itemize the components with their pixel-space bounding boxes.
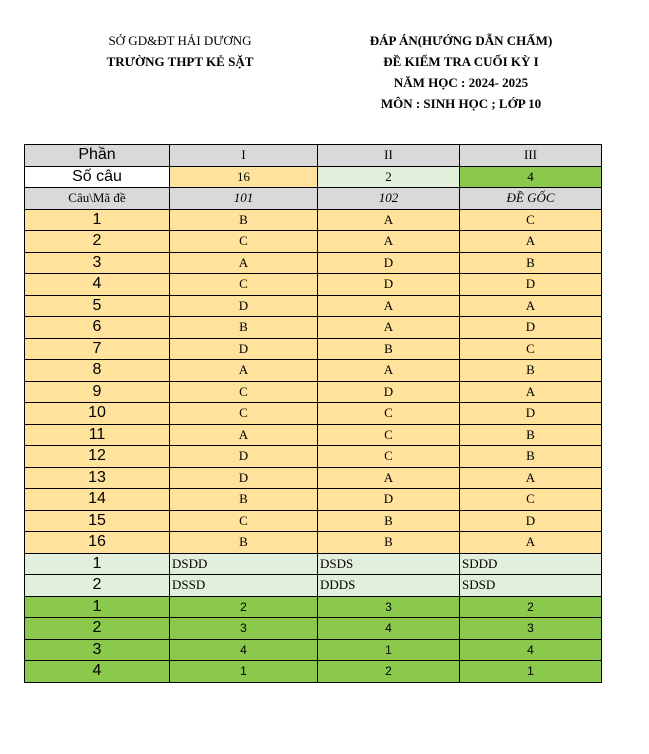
school-header bbox=[60, 30, 300, 72]
answer-cell: A bbox=[460, 467, 602, 489]
answer-cell: C bbox=[318, 446, 460, 468]
answer-cell: B bbox=[460, 252, 602, 274]
question-number-cell: 3 bbox=[25, 639, 170, 661]
answer-cell: 3 bbox=[318, 596, 460, 618]
answer-cell: B bbox=[170, 489, 318, 511]
answer-cell: DSDS bbox=[318, 553, 460, 575]
question-number-cell: 4 bbox=[25, 274, 170, 296]
part1-answer-row bbox=[25, 532, 602, 554]
answer-cell: B bbox=[460, 360, 602, 382]
answer-cell: DDDS bbox=[318, 575, 460, 597]
answer-cell: A bbox=[318, 295, 460, 317]
part1-answer-row bbox=[25, 510, 602, 532]
count-cell: 4 bbox=[460, 166, 602, 188]
part3-answer-row bbox=[25, 596, 602, 618]
part1-answer-row bbox=[25, 317, 602, 339]
question-number-cell: 13 bbox=[25, 467, 170, 489]
answer-cell: D bbox=[318, 252, 460, 274]
document-title-block bbox=[322, 30, 600, 114]
question-number-cell: 11 bbox=[25, 424, 170, 446]
part1-answer-row bbox=[25, 489, 602, 511]
question-number-cell: 9 bbox=[25, 381, 170, 403]
answer-cell: 4 bbox=[460, 639, 602, 661]
question-number-cell: 15 bbox=[25, 510, 170, 532]
part-header-row bbox=[25, 145, 602, 167]
question-number-cell: 4 bbox=[25, 661, 170, 683]
part-label-cell: Phần bbox=[25, 145, 170, 167]
part-name-cell: III bbox=[460, 145, 602, 167]
answer-cell: D bbox=[318, 274, 460, 296]
question-number-cell: 5 bbox=[25, 295, 170, 317]
answer-cell: 2 bbox=[318, 661, 460, 683]
answer-cell: A bbox=[170, 252, 318, 274]
question-number-cell: 2 bbox=[25, 231, 170, 253]
answer-cell: B bbox=[170, 317, 318, 339]
question-number-cell: 2 bbox=[25, 575, 170, 597]
part1-answer-row bbox=[25, 209, 602, 231]
part1-answer-row bbox=[25, 360, 602, 382]
answer-cell: C bbox=[170, 381, 318, 403]
answer-cell: C bbox=[170, 274, 318, 296]
part3-answer-row bbox=[25, 661, 602, 683]
answer-cell: A bbox=[170, 360, 318, 382]
question-number-cell: 6 bbox=[25, 317, 170, 339]
part1-answer-row bbox=[25, 295, 602, 317]
answer-cell: C bbox=[460, 209, 602, 231]
answer-key-table bbox=[24, 144, 602, 683]
answer-cell: D bbox=[460, 317, 602, 339]
answer-cell: A bbox=[318, 231, 460, 253]
part1-answer-row bbox=[25, 446, 602, 468]
part1-answer-row bbox=[25, 424, 602, 446]
subject-grade: MÔN : SINH HỌC ; LỚP 10 bbox=[380, 96, 542, 111]
part-name-cell: I bbox=[170, 145, 318, 167]
exam-code-row bbox=[25, 188, 602, 210]
exam-code-cell: ĐỀ GỐC bbox=[460, 188, 602, 210]
school-name: TRƯỜNG THPT KẺ SẶT bbox=[106, 54, 254, 69]
answer-cell: D bbox=[460, 510, 602, 532]
answer-cell: A bbox=[318, 317, 460, 339]
part1-answer-row bbox=[25, 252, 602, 274]
question-number-cell: 2 bbox=[25, 618, 170, 640]
part1-answer-row bbox=[25, 381, 602, 403]
question-number-cell: 1 bbox=[25, 553, 170, 575]
question-number-cell: 12 bbox=[25, 446, 170, 468]
question-number-cell: 16 bbox=[25, 532, 170, 554]
department-name: SỞ GD&ĐT HẢI DƯƠNG bbox=[108, 33, 252, 48]
answer-cell: D bbox=[460, 274, 602, 296]
exam-code-cell: 101 bbox=[170, 188, 318, 210]
answer-cell: SDSD bbox=[460, 575, 602, 597]
answer-cell: 2 bbox=[460, 596, 602, 618]
answer-cell: B bbox=[170, 532, 318, 554]
answer-cell: DSSD bbox=[170, 575, 318, 597]
question-number-cell: 1 bbox=[25, 596, 170, 618]
answer-cell: D bbox=[318, 489, 460, 511]
answer-cell: A bbox=[460, 295, 602, 317]
answer-cell: 4 bbox=[318, 618, 460, 640]
answer-cell: D bbox=[170, 295, 318, 317]
answer-cell: C bbox=[170, 403, 318, 425]
question-number-cell: 10 bbox=[25, 403, 170, 425]
question-number-cell: 1 bbox=[25, 209, 170, 231]
code-label-cell: Câu\Mã đề bbox=[25, 188, 170, 210]
answer-cell: D bbox=[170, 338, 318, 360]
answer-cell: 1 bbox=[460, 661, 602, 683]
answer-cell: C bbox=[460, 489, 602, 511]
answer-cell: A bbox=[318, 467, 460, 489]
question-number-cell: 3 bbox=[25, 252, 170, 274]
count-cell: 16 bbox=[170, 166, 318, 188]
part1-answer-row bbox=[25, 403, 602, 425]
answer-cell: 3 bbox=[170, 618, 318, 640]
answer-cell: D bbox=[170, 446, 318, 468]
answer-cell: 1 bbox=[318, 639, 460, 661]
count-cell: 2 bbox=[318, 166, 460, 188]
part1-answer-row bbox=[25, 338, 602, 360]
answer-cell: A bbox=[170, 424, 318, 446]
part-name-cell: II bbox=[318, 145, 460, 167]
answer-cell: D bbox=[170, 467, 318, 489]
count-label-cell: Số câu bbox=[25, 166, 170, 188]
exam-code-cell: 102 bbox=[318, 188, 460, 210]
answer-cell: C bbox=[170, 510, 318, 532]
answer-cell: A bbox=[318, 209, 460, 231]
question-count-row bbox=[25, 166, 602, 188]
part3-answer-row bbox=[25, 618, 602, 640]
school-year: NĂM HỌC : 2024- 2025 bbox=[393, 75, 529, 90]
answer-cell: C bbox=[460, 338, 602, 360]
answer-cell: B bbox=[318, 338, 460, 360]
part1-answer-row bbox=[25, 231, 602, 253]
part2-answer-row bbox=[25, 553, 602, 575]
answer-cell: B bbox=[460, 446, 602, 468]
answer-cell: B bbox=[318, 510, 460, 532]
answer-cell: 2 bbox=[170, 596, 318, 618]
answer-cell: A bbox=[460, 231, 602, 253]
answer-cell: C bbox=[170, 231, 318, 253]
answer-cell: A bbox=[318, 360, 460, 382]
answer-cell: A bbox=[460, 381, 602, 403]
part3-answer-row bbox=[25, 639, 602, 661]
answer-cell: D bbox=[460, 403, 602, 425]
answer-cell: B bbox=[460, 424, 602, 446]
answer-cell: C bbox=[318, 424, 460, 446]
answer-cell: B bbox=[318, 532, 460, 554]
answer-cell: B bbox=[170, 209, 318, 231]
part2-answer-row bbox=[25, 575, 602, 597]
part1-answer-row bbox=[25, 467, 602, 489]
answer-cell: C bbox=[318, 403, 460, 425]
exam-name: ĐỀ KIỂM TRA CUỐI KỲ I bbox=[383, 54, 539, 69]
question-number-cell: 7 bbox=[25, 338, 170, 360]
document-title: ĐÁP ÁN(HƯỚNG DẪN CHẤM) bbox=[369, 33, 553, 48]
answer-cell: 4 bbox=[170, 639, 318, 661]
answer-cell: SDDD bbox=[460, 553, 602, 575]
answer-cell: 1 bbox=[170, 661, 318, 683]
question-number-cell: 8 bbox=[25, 360, 170, 382]
answer-cell: D bbox=[318, 381, 460, 403]
question-number-cell: 14 bbox=[25, 489, 170, 511]
answer-cell: A bbox=[460, 532, 602, 554]
answer-cell: DSDD bbox=[170, 553, 318, 575]
answer-cell: 3 bbox=[460, 618, 602, 640]
part1-answer-row bbox=[25, 274, 602, 296]
